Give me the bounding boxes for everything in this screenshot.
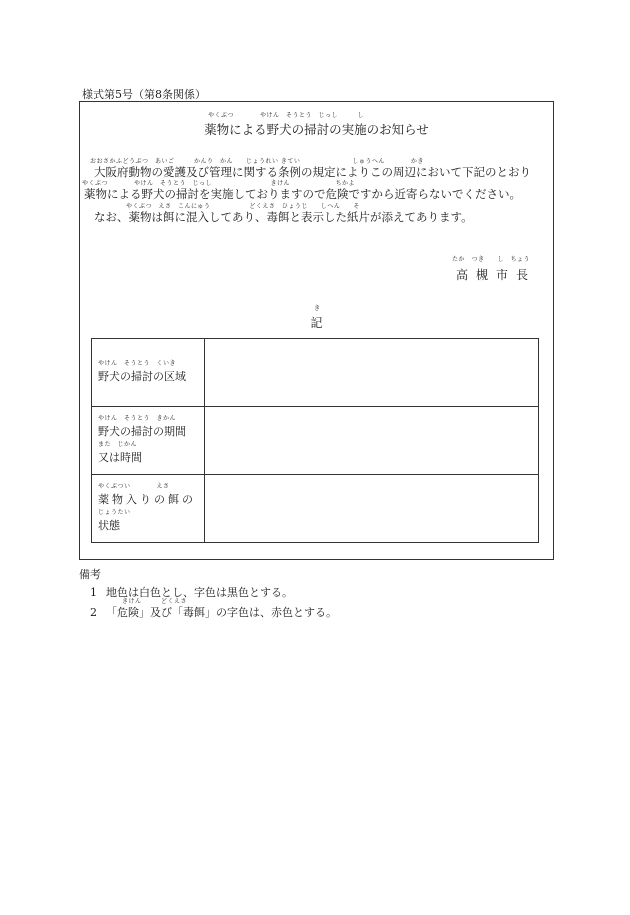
row-ruby-2: また じかん — [98, 440, 138, 448]
ki-ruby: き — [314, 305, 321, 312]
note-number: 1 — [90, 586, 97, 599]
body-ruby-1: おおさかふどうぶつ あいご かんり かん じょうれい きてい しゅうへん かき — [90, 158, 424, 165]
row-ruby: やくぶつい えさ — [98, 482, 170, 490]
row-value-bait — [205, 475, 539, 543]
notice-frame — [79, 101, 554, 560]
row-label-bait — [92, 475, 205, 543]
notes-heading: 備考 — [79, 568, 101, 581]
ki-heading: 記 — [310, 316, 323, 330]
detail-table — [91, 338, 539, 543]
title-ruby: やくぶつ やけん そうとう じっし し — [208, 112, 365, 119]
row-label-text-2: 状態 — [98, 518, 120, 532]
row-label-text: 薬物入りの餌の — [98, 492, 196, 506]
row-label-text-2: 又は時間 — [98, 450, 142, 464]
body-ruby-3: やくぶつ えさ こんにゅう どくえさ ひょうじ しへん そ — [126, 203, 360, 210]
note-text: 地色は白色とし、字色は黒色とする。 — [106, 586, 293, 599]
note-number: 2 — [90, 606, 97, 619]
row-label-period — [92, 407, 205, 475]
note-2-ruby: きけん どくえさ — [122, 598, 188, 605]
row-label-text: 野犬の掃討の区域 — [98, 369, 186, 383]
note-text: 「危険」及び「毒餌」の字色は、赤色とする。 — [106, 606, 337, 619]
row-value-period — [205, 407, 539, 475]
table-row — [92, 339, 539, 407]
body-ruby-2: やくぶつ やけん そうとう じっし きけん ちかよ — [82, 180, 356, 187]
body-line-3: なお、薬物は餌に混入してあり、毒餌と表示した紙片が添えてあります。 — [94, 210, 473, 224]
author-signature: 高槻市長 — [456, 268, 537, 282]
table-row — [92, 407, 539, 475]
notice-title: 薬物による野犬の掃討の実施のお知らせ — [204, 122, 429, 137]
body-line-1: 大阪府動物の愛護及び管理に関する条例の規定によりこの周辺において下記のとおり — [94, 165, 531, 179]
author-ruby: たか つき し ちょう — [452, 256, 531, 263]
row-value-area — [205, 339, 539, 407]
form-number-label: 様式第5号（第8条関係） — [82, 88, 206, 101]
note-item-1 — [90, 584, 293, 600]
body-line-2: 薬物による野犬の掃討を実施しておりますので危険ですから近寄らないでください。 — [84, 187, 521, 201]
note-item-2 — [90, 604, 337, 620]
row-ruby-2: じょうたい — [98, 508, 131, 516]
table-row — [92, 475, 539, 543]
row-label-area — [92, 339, 205, 407]
row-ruby: やけん そうとう きかん — [98, 414, 177, 422]
row-label-text: 野犬の掃討の期間 — [98, 424, 186, 438]
row-ruby: やけん そうとう くいき — [98, 359, 177, 367]
